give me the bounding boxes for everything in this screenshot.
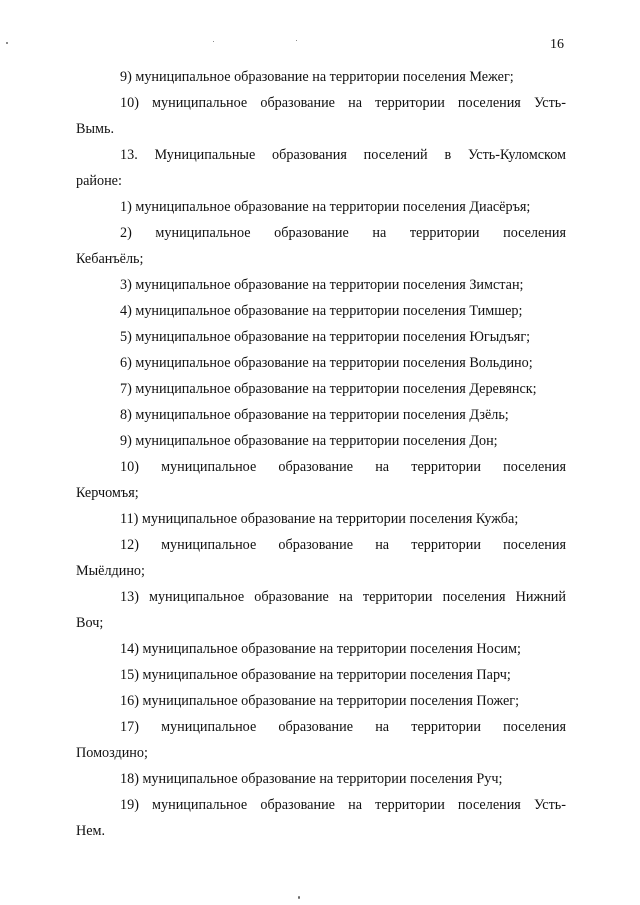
paragraph-continuation-line: районе: [76, 173, 122, 189]
paragraph-line: 14) муниципальное образование на территории поселения Носим; [120, 641, 521, 657]
paragraph-continuation-line: Помоздино; [76, 745, 148, 761]
paragraph-line: 10) муниципальное образование на территории поселения [120, 459, 566, 475]
paragraph-line: 10) муниципальное образование на территории поселения Усть- [120, 95, 566, 111]
paragraph-line: 12) муниципальное образование на территории поселения [120, 537, 566, 553]
paragraph-line: 13) муниципальное образование на территории поселения Нижний [120, 589, 566, 605]
paragraph-continuation-line: Мыёлдино; [76, 563, 145, 579]
paragraph-line: 13. Муниципальные образования поселений в Усть-Куломском [120, 147, 566, 163]
paragraph-continuation-line: Керчомъя; [76, 485, 139, 501]
paragraph-line: 8) муниципальное образование на территории поселения Дзёль; [120, 407, 509, 423]
paragraph-continuation-line: Кебанъёль; [76, 251, 144, 267]
paragraph-line: 7) муниципальное образование на территории поселения Деревянск; [120, 381, 537, 397]
paragraph-continuation-line: Воч; [76, 615, 104, 631]
paragraph-line: 6) муниципальное образование на территории поселения Вольдино; [120, 355, 533, 371]
paragraph-line: 9) муниципальное образование на территории поселения Дон; [120, 433, 498, 449]
paragraph-line: 16) муниципальное образование на территории поселения Пожег; [120, 693, 520, 709]
paragraph-line: 17) муниципальное образование на территории поселения [120, 719, 566, 735]
paragraph-line: 11) муниципальное образование на территории поселения Кужба; [120, 511, 519, 527]
paragraph-line: 9) муниципальное образование на территории поселения Межег; [120, 69, 514, 85]
scan-speck [298, 896, 300, 899]
paragraph-line: 15) муниципальное образование на территории поселения Парч; [120, 667, 511, 683]
document-body [76, 64, 566, 844]
page-number: 16 [550, 37, 564, 52]
paragraph-line: 18) муниципальное образование на территории поселения Руч; [120, 771, 503, 787]
paragraph-line: 5) муниципальное образование на территории поселения Югыдъяг; [120, 329, 531, 345]
paragraph-line: 19) муниципальное образование на территории поселения Усть- [120, 797, 566, 813]
scan-speck [296, 40, 297, 41]
paragraph-line: 3) муниципальное образование на территории поселения Зимстан; [120, 277, 524, 293]
paragraph-line: 2) муниципальное образование на территории поселения [120, 225, 566, 241]
paragraph-line: 4) муниципальное образование на территории поселения Тимшер; [120, 303, 523, 319]
scan-speck [213, 41, 214, 42]
paragraph-continuation-line: Нем. [76, 823, 106, 839]
paragraph-line: 1) муниципальное образование на территории поселения Диасёръя; [120, 199, 531, 215]
scan-speck [6, 42, 8, 44]
paragraph-continuation-line: Вымь. [76, 121, 114, 137]
